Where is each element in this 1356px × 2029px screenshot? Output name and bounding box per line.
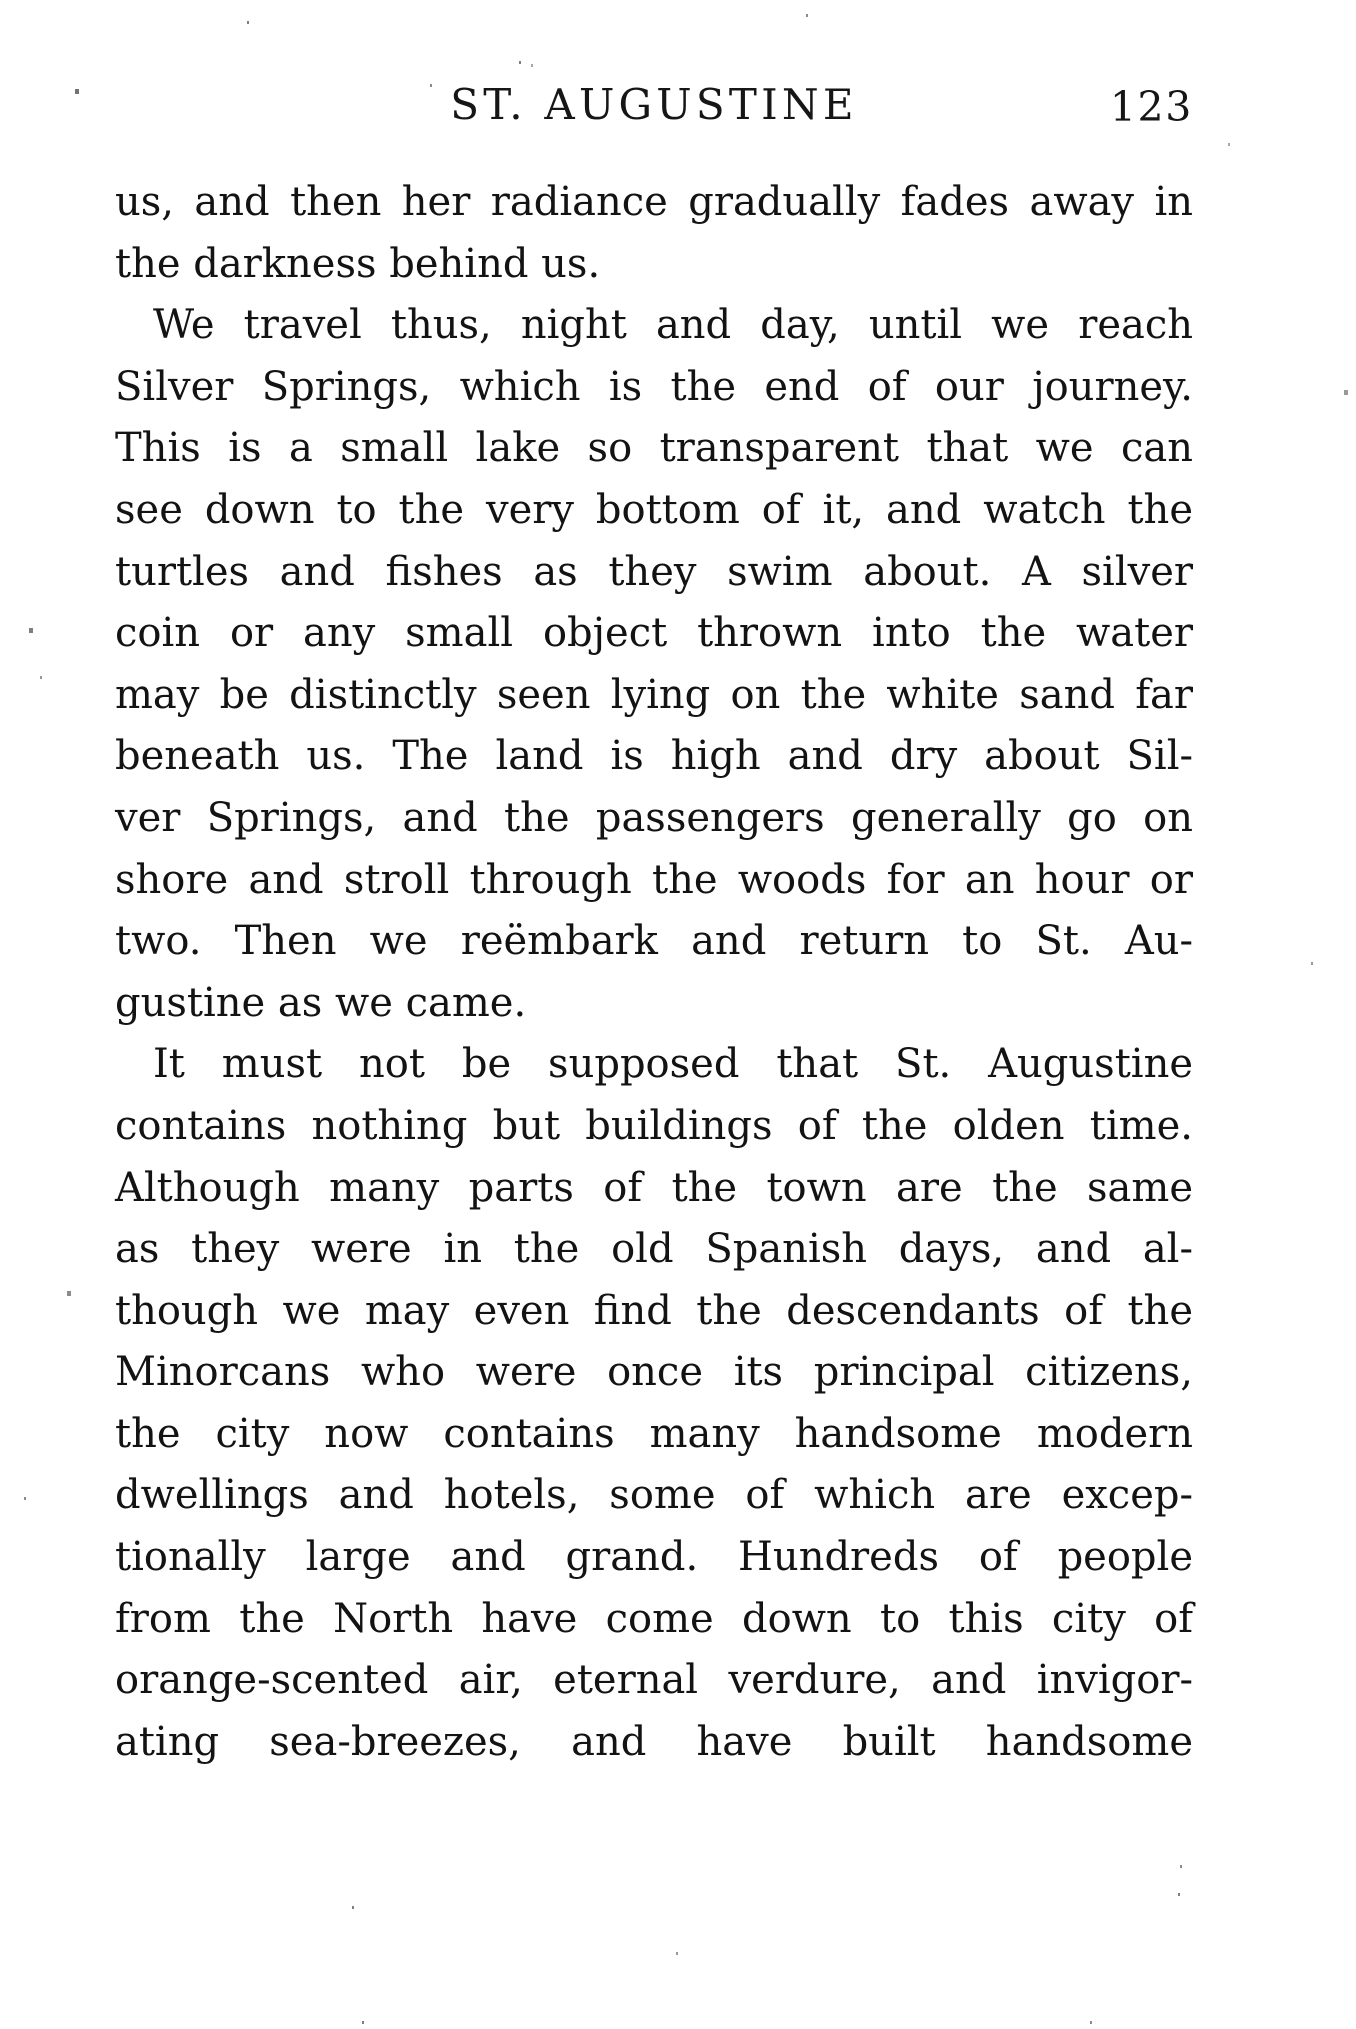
- text-line: ver Springs, and the passengers generally go on: [115, 794, 1193, 841]
- text-line: see down to the very bottom of it, and watch the: [115, 486, 1193, 533]
- text-line: two. Then we reëmbark and return to St. Au-: [115, 918, 1193, 965]
- text-line: Silver Springs, which is the end of our journey.: [115, 363, 1193, 410]
- text-line: as they were in the old Spanish days, and al-: [115, 1226, 1193, 1273]
- text-line: contains nothing but buildings of the olden time.: [115, 1102, 1193, 1149]
- page-number: 123: [1109, 83, 1193, 131]
- text-line: ating sea-breezes, and have built handsome: [115, 1718, 1193, 1765]
- text-line: may be distinctly seen lying on the white sand far: [115, 671, 1193, 718]
- text-line: from the North have come down to this city of: [115, 1595, 1193, 1642]
- text-line: Minorcans who were once its principal citizens,: [115, 1349, 1193, 1396]
- text-line: us, and then her radiance gradually fades away in: [115, 179, 1193, 225]
- text-line: dwellings and hotels, some of which are excep-: [115, 1472, 1193, 1519]
- text-line: though we may even find the descendants of the: [115, 1287, 1193, 1334]
- running-header: [115, 82, 1193, 130]
- text-line: orange-scented air, eternal verdure, and invigor-: [115, 1657, 1193, 1704]
- text-line: This is a small lake so transparent that we can: [115, 425, 1193, 472]
- text-line: We travel thus, night and day, until we reach: [153, 302, 1193, 349]
- body-text: [115, 172, 1193, 1773]
- text-line: tionally large and grand. Hundreds of people: [115, 1534, 1193, 1581]
- page-title: ST. AUGUSTINE: [450, 80, 858, 129]
- text-line: It must not be supposed that St. Augustine: [153, 1041, 1193, 1088]
- text-line: beneath us. The land is high and dry about Sil-: [115, 733, 1193, 780]
- scan-noise-speckles: [0, 0, 2, 3]
- text-line: the darkness behind us.: [115, 240, 601, 287]
- text-line: coin or any small object thrown into the water: [115, 610, 1193, 657]
- text-line: shore and stroll through the woods for an hour or: [115, 856, 1193, 903]
- text-line: gustine as we came.: [115, 979, 527, 1026]
- text-line: the city now contains many handsome modern: [115, 1410, 1193, 1457]
- text-line: turtles and fishes as they swim about. A silver: [115, 548, 1193, 595]
- text-line: Although many parts of the town are the same: [115, 1164, 1193, 1211]
